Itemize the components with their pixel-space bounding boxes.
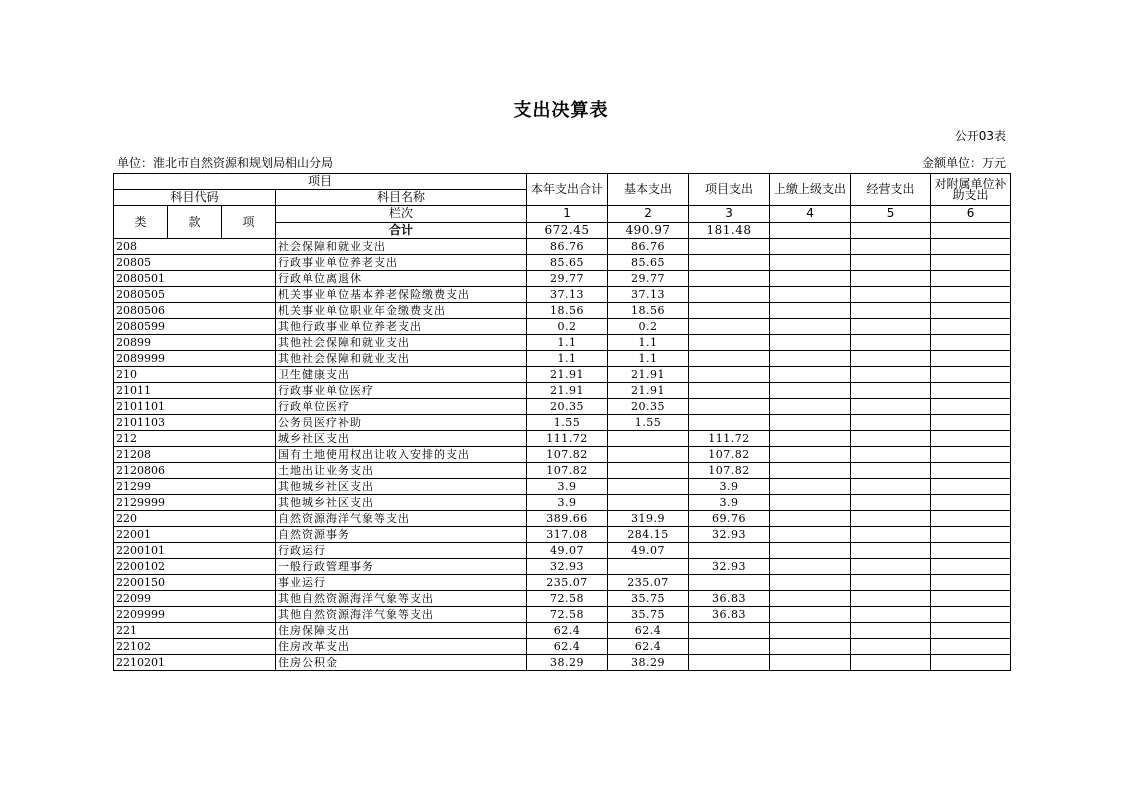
total-amount: 111.72	[527, 431, 608, 447]
table-row	[114, 319, 1011, 335]
business-amount	[851, 447, 931, 463]
total-amount: 389.66	[527, 511, 608, 527]
basic-amount: 0.2	[608, 319, 689, 335]
project-amount	[689, 367, 770, 383]
header-col-subsidy: 对附属单位补助支出	[931, 174, 1011, 206]
business-amount	[851, 655, 931, 671]
subject-name: 住房保障支出	[276, 623, 527, 639]
project-amount	[689, 255, 770, 271]
subject-name: 其他行政事业单位养老支出	[276, 319, 527, 335]
header-item: 项目	[114, 174, 527, 190]
basic-amount: 35.75	[608, 607, 689, 623]
subject-name: 土地出让业务支出	[276, 463, 527, 479]
table-row	[114, 543, 1011, 559]
table-row	[114, 415, 1011, 431]
project-amount	[689, 655, 770, 671]
upper-amount	[770, 495, 851, 511]
subject-code: 208	[114, 239, 276, 255]
upper-amount	[770, 543, 851, 559]
project-amount: 107.82	[689, 463, 770, 479]
upper-amount	[770, 399, 851, 415]
subject-name: 卫生健康支出	[276, 367, 527, 383]
subject-name: 其他城乡社区支出	[276, 479, 527, 495]
subject-code: 22001	[114, 527, 276, 543]
subject-code: 220	[114, 511, 276, 527]
basic-amount: 86.76	[608, 239, 689, 255]
subject-code: 221	[114, 623, 276, 639]
subsidy-amount	[931, 447, 1011, 463]
table-row	[114, 655, 1011, 671]
total-amount: 37.13	[527, 287, 608, 303]
subsidy-amount	[931, 431, 1011, 447]
table-row	[114, 239, 1011, 255]
upper-amount	[770, 575, 851, 591]
subject-name: 行政事业单位养老支出	[276, 255, 527, 271]
table-row	[114, 399, 1011, 415]
upper-amount	[770, 623, 851, 639]
table-row	[114, 511, 1011, 527]
subject-name: 一般行政管理事务	[276, 559, 527, 575]
subsidy-amount	[931, 495, 1011, 511]
table-row	[114, 639, 1011, 655]
subject-name: 机关事业单位基本养老保险缴费支出	[276, 287, 527, 303]
upper-amount	[770, 351, 851, 367]
total-amount: 3.9	[527, 495, 608, 511]
subject-name: 事业运行	[276, 575, 527, 591]
basic-amount: 49.07	[608, 543, 689, 559]
header-row-3	[114, 206, 1011, 223]
total-amount: 62.4	[527, 623, 608, 639]
subject-name: 城乡社区支出	[276, 431, 527, 447]
business-amount	[851, 623, 931, 639]
col-number-4: 4	[770, 206, 851, 223]
basic-amount: 284.15	[608, 527, 689, 543]
upper-amount	[770, 415, 851, 431]
col-number-6: 6	[931, 206, 1011, 223]
project-amount: 3.9	[689, 479, 770, 495]
subject-name: 自然资源海洋气象等支出	[276, 511, 527, 527]
business-amount	[851, 399, 931, 415]
subject-name: 行政事业单位医疗	[276, 383, 527, 399]
subject-name: 机关事业单位职业年金缴费支出	[276, 303, 527, 319]
project-amount: 111.72	[689, 431, 770, 447]
project-amount: 3.9	[689, 495, 770, 511]
subsidy-amount	[931, 367, 1011, 383]
project-amount: 36.83	[689, 607, 770, 623]
business-amount	[851, 335, 931, 351]
business-amount	[851, 639, 931, 655]
subject-name: 国有土地使用权出让收入安排的支出	[276, 447, 527, 463]
upper-amount	[770, 335, 851, 351]
upper-amount	[770, 287, 851, 303]
business-amount	[851, 383, 931, 399]
total-amount: 107.82	[527, 463, 608, 479]
expenditure-table	[113, 173, 1011, 671]
header-col-business: 经营支出	[851, 174, 931, 206]
subsidy-amount	[931, 335, 1011, 351]
upper-amount	[770, 239, 851, 255]
subject-name: 行政单位医疗	[276, 399, 527, 415]
subject-name: 其他社会保障和就业支出	[276, 351, 527, 367]
subsidy-amount	[931, 511, 1011, 527]
basic-amount: 62.4	[608, 639, 689, 655]
total-amount: 317.08	[527, 527, 608, 543]
project-amount: 36.83	[689, 591, 770, 607]
total-upper	[770, 222, 851, 239]
subsidy-amount	[931, 287, 1011, 303]
subject-code: 210	[114, 367, 276, 383]
project-amount	[689, 383, 770, 399]
business-amount	[851, 271, 931, 287]
upper-amount	[770, 255, 851, 271]
subsidy-amount	[931, 239, 1011, 255]
subsidy-amount	[931, 415, 1011, 431]
business-amount	[851, 351, 931, 367]
basic-amount: 20.35	[608, 399, 689, 415]
project-amount	[689, 287, 770, 303]
table-row	[114, 303, 1011, 319]
subject-code: 22102	[114, 639, 276, 655]
header-col-project: 项目支出	[689, 174, 770, 206]
header-row-1	[114, 174, 1011, 190]
project-amount	[689, 303, 770, 319]
business-amount	[851, 607, 931, 623]
basic-amount	[608, 495, 689, 511]
subsidy-amount	[931, 463, 1011, 479]
total-amount: 107.82	[527, 447, 608, 463]
project-amount	[689, 575, 770, 591]
total-amount: 32.93	[527, 559, 608, 575]
subsidy-amount	[931, 591, 1011, 607]
total-amount: 86.76	[527, 239, 608, 255]
table-row	[114, 431, 1011, 447]
basic-amount: 35.75	[608, 591, 689, 607]
basic-amount	[608, 463, 689, 479]
business-amount	[851, 591, 931, 607]
business-amount	[851, 543, 931, 559]
subsidy-amount	[931, 271, 1011, 287]
basic-amount: 62.4	[608, 623, 689, 639]
upper-amount	[770, 559, 851, 575]
upper-amount	[770, 527, 851, 543]
project-amount: 107.82	[689, 447, 770, 463]
basic-amount: 21.91	[608, 367, 689, 383]
table-row	[114, 447, 1011, 463]
business-amount	[851, 415, 931, 431]
form-code: 公开03表	[954, 129, 1006, 143]
money-unit: 金额单位：万元	[921, 156, 1006, 170]
total-amount: 1.1	[527, 335, 608, 351]
table-row	[114, 351, 1011, 367]
total-sum: 672.45	[527, 222, 608, 239]
col-number-2: 2	[608, 206, 689, 223]
basic-amount: 21.91	[608, 383, 689, 399]
subject-name: 其他城乡社区支出	[276, 495, 527, 511]
total-business	[851, 222, 931, 239]
subject-code: 2129999	[114, 495, 276, 511]
subsidy-amount	[931, 399, 1011, 415]
subject-name: 其他社会保障和就业支出	[276, 335, 527, 351]
unit-label: 单位：淮北市自然资源和规划局相山分局	[117, 156, 334, 170]
subsidy-amount	[931, 543, 1011, 559]
total-amount: 235.07	[527, 575, 608, 591]
table-row	[114, 623, 1011, 639]
business-amount	[851, 255, 931, 271]
subject-code: 20805	[114, 255, 276, 271]
subject-code: 21011	[114, 383, 276, 399]
project-amount: 32.93	[689, 527, 770, 543]
business-amount	[851, 319, 931, 335]
upper-amount	[770, 367, 851, 383]
subsidy-amount	[931, 623, 1011, 639]
business-amount	[851, 575, 931, 591]
basic-amount: 29.77	[608, 271, 689, 287]
total-amount: 85.65	[527, 255, 608, 271]
subsidy-amount	[931, 383, 1011, 399]
basic-amount: 1.55	[608, 415, 689, 431]
business-amount	[851, 287, 931, 303]
subject-code: 2080599	[114, 319, 276, 335]
upper-amount	[770, 431, 851, 447]
total-amount: 49.07	[527, 543, 608, 559]
subject-code: 20899	[114, 335, 276, 351]
subject-code: 212	[114, 431, 276, 447]
project-amount: 69.76	[689, 511, 770, 527]
subject-code: 2080505	[114, 287, 276, 303]
total-amount: 72.58	[527, 607, 608, 623]
basic-amount: 85.65	[608, 255, 689, 271]
basic-amount	[608, 479, 689, 495]
subject-code: 2209999	[114, 607, 276, 623]
header-xiang: 项	[222, 206, 276, 239]
total-basic: 490.97	[608, 222, 689, 239]
subject-code: 2080506	[114, 303, 276, 319]
upper-amount	[770, 511, 851, 527]
subsidy-amount	[931, 303, 1011, 319]
project-amount	[689, 399, 770, 415]
subject-code: 22099	[114, 591, 276, 607]
table-row	[114, 335, 1011, 351]
project-amount	[689, 623, 770, 639]
project-amount: 32.93	[689, 559, 770, 575]
business-amount	[851, 527, 931, 543]
project-amount	[689, 639, 770, 655]
table-row	[114, 367, 1011, 383]
basic-amount	[608, 447, 689, 463]
project-amount	[689, 335, 770, 351]
subject-name: 住房改革支出	[276, 639, 527, 655]
header-lei: 类	[114, 206, 168, 239]
total-amount: 1.1	[527, 351, 608, 367]
upper-amount	[770, 479, 851, 495]
total-amount: 20.35	[527, 399, 608, 415]
business-amount	[851, 479, 931, 495]
upper-amount	[770, 655, 851, 671]
subject-code: 21208	[114, 447, 276, 463]
total-subsidy	[931, 222, 1011, 239]
table-row	[114, 527, 1011, 543]
table-row	[114, 463, 1011, 479]
business-amount	[851, 239, 931, 255]
business-amount	[851, 463, 931, 479]
subsidy-amount	[931, 527, 1011, 543]
basic-amount: 37.13	[608, 287, 689, 303]
project-amount	[689, 351, 770, 367]
table-row	[114, 383, 1011, 399]
upper-amount	[770, 319, 851, 335]
upper-amount	[770, 639, 851, 655]
subject-code: 2200150	[114, 575, 276, 591]
total-amount: 1.55	[527, 415, 608, 431]
basic-amount: 1.1	[608, 335, 689, 351]
project-amount	[689, 415, 770, 431]
subject-name: 行政单位离退休	[276, 271, 527, 287]
project-amount	[689, 543, 770, 559]
upper-amount	[770, 447, 851, 463]
subsidy-amount	[931, 351, 1011, 367]
subject-name: 其他自然资源海洋气象等支出	[276, 607, 527, 623]
subject-code: 21299	[114, 479, 276, 495]
subsidy-amount	[931, 607, 1011, 623]
subject-name: 行政运行	[276, 543, 527, 559]
header-subject-name: 科目名称	[276, 190, 527, 206]
upper-amount	[770, 271, 851, 287]
total-amount: 72.58	[527, 591, 608, 607]
total-amount: 18.56	[527, 303, 608, 319]
subsidy-amount	[931, 655, 1011, 671]
total-amount: 21.91	[527, 383, 608, 399]
table-row	[114, 607, 1011, 623]
basic-amount: 38.29	[608, 655, 689, 671]
business-amount	[851, 303, 931, 319]
subsidy-amount	[931, 639, 1011, 655]
header-lanci: 栏次	[276, 206, 527, 223]
table-row	[114, 255, 1011, 271]
business-amount	[851, 495, 931, 511]
header-kuan: 款	[168, 206, 222, 239]
col-number-1: 1	[527, 206, 608, 223]
basic-amount: 319.9	[608, 511, 689, 527]
project-amount	[689, 239, 770, 255]
project-amount	[689, 319, 770, 335]
table-row	[114, 559, 1011, 575]
basic-amount: 1.1	[608, 351, 689, 367]
subject-name: 社会保障和就业支出	[276, 239, 527, 255]
subsidy-amount	[931, 575, 1011, 591]
subject-code: 2101101	[114, 399, 276, 415]
upper-amount	[770, 463, 851, 479]
header-col-basic: 基本支出	[608, 174, 689, 206]
subject-code: 2200102	[114, 559, 276, 575]
subject-code: 2200101	[114, 543, 276, 559]
table-row	[114, 575, 1011, 591]
subject-name: 其他自然资源海洋气象等支出	[276, 591, 527, 607]
business-amount	[851, 511, 931, 527]
page-title: 支出决算表	[513, 100, 609, 121]
upper-amount	[770, 591, 851, 607]
subject-code: 2080501	[114, 271, 276, 287]
total-label: 合计	[276, 222, 527, 239]
total-project: 181.48	[689, 222, 770, 239]
subject-name: 自然资源事务	[276, 527, 527, 543]
header-subject-code: 科目代码	[114, 190, 276, 206]
header-col-total: 本年支出合计	[527, 174, 608, 206]
subsidy-amount	[931, 559, 1011, 575]
business-amount	[851, 367, 931, 383]
table-row	[114, 495, 1011, 511]
project-amount	[689, 271, 770, 287]
total-amount: 62.4	[527, 639, 608, 655]
subject-name: 住房公积金	[276, 655, 527, 671]
basic-amount	[608, 431, 689, 447]
subsidy-amount	[931, 255, 1011, 271]
total-amount: 38.29	[527, 655, 608, 671]
basic-amount: 235.07	[608, 575, 689, 591]
subject-code: 2120806	[114, 463, 276, 479]
subject-code: 2210201	[114, 655, 276, 671]
header-col-upper: 上缴上级支出	[770, 174, 851, 206]
col-number-3: 3	[689, 206, 770, 223]
upper-amount	[770, 383, 851, 399]
total-amount: 0.2	[527, 319, 608, 335]
business-amount	[851, 559, 931, 575]
table-row	[114, 479, 1011, 495]
upper-amount	[770, 303, 851, 319]
upper-amount	[770, 607, 851, 623]
business-amount	[851, 431, 931, 447]
subsidy-amount	[931, 319, 1011, 335]
total-amount: 3.9	[527, 479, 608, 495]
subject-code: 2089999	[114, 351, 276, 367]
basic-amount	[608, 559, 689, 575]
total-amount: 29.77	[527, 271, 608, 287]
col-number-5: 5	[851, 206, 931, 223]
table-row	[114, 287, 1011, 303]
total-amount: 21.91	[527, 367, 608, 383]
basic-amount: 18.56	[608, 303, 689, 319]
table-row	[114, 591, 1011, 607]
subject-name: 公务员医疗补助	[276, 415, 527, 431]
subject-code: 2101103	[114, 415, 276, 431]
subsidy-amount	[931, 479, 1011, 495]
table-row	[114, 271, 1011, 287]
